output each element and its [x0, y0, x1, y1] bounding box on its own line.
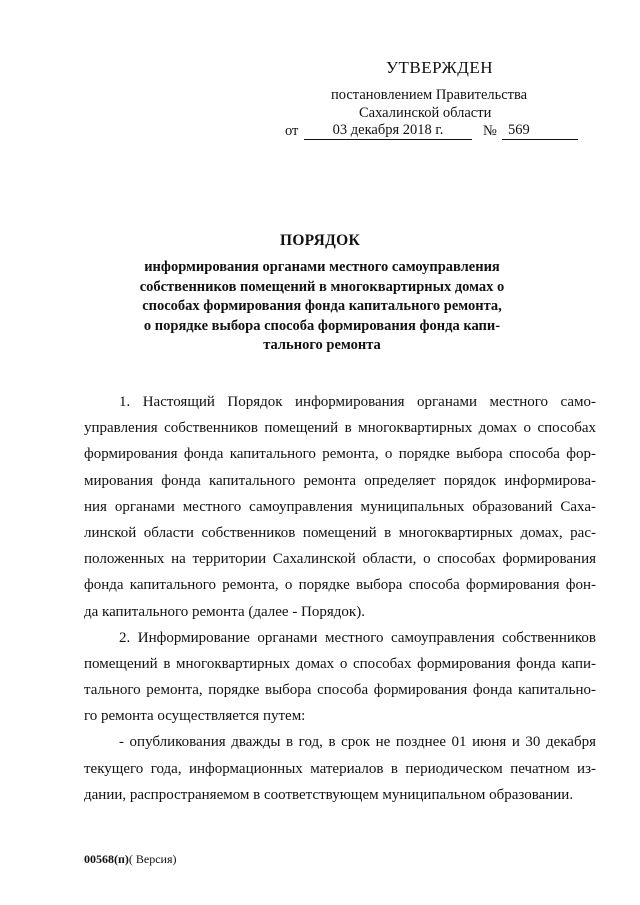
paragraph-1-line: да капитального ремонта (далее - Порядок).: [84, 603, 365, 620]
paragraph-3-line: дании, распространяемом в соответствующем муниципальном образовании.: [84, 786, 574, 803]
paragraph-3-line: текущего года, информационных материалов в периодическом печатном из-: [84, 760, 596, 777]
number-label: №: [483, 123, 497, 139]
date-from-label: от: [285, 123, 299, 139]
paragraph-2-line: помещений в многоквартирных домах о способах формирования фонда капи-: [84, 655, 596, 672]
paragraph-1-line: мирования фонда капитального ремонта определяет порядок информирова-: [84, 472, 596, 489]
document-body: [84, 389, 596, 808]
decree-date: 03 декабря 2018 г.: [332, 122, 444, 138]
subtitle-line: тального ремонта: [263, 337, 381, 353]
document-subtitle: [118, 258, 526, 356]
approval-decree-line: постановлением Правительства: [331, 87, 528, 103]
paragraph-1-line: управления собственников помещений в многоквартирных домах о способах: [84, 420, 596, 437]
paragraph-3-line: - опубликования дважды в год, в срок не позднее 01 июня и 30 декабря: [119, 734, 596, 751]
paragraph-2-line: го ремонта осуществляется путем:: [84, 708, 306, 725]
subtitle-line: информирования органами местного самоуправления: [144, 259, 500, 275]
decree-number-field: [502, 121, 578, 140]
paragraph-2-line: тального ремонта, порядке выбора способа формирования фонда капитально-: [84, 682, 596, 699]
footer-version: ( Версия): [128, 852, 177, 866]
subtitle-line: собственников помещений в многоквартирных домах о: [139, 278, 505, 295]
footer-code: 00568(п): [84, 852, 129, 866]
approval-title: УТВЕРЖДЕН: [386, 58, 493, 77]
decree-number: 569: [508, 122, 530, 138]
subtitle-line: о порядке выбора способа формирования фонда капи-: [143, 317, 501, 334]
approval-region-line: Сахалинской области: [359, 105, 492, 121]
document-footer: [84, 852, 177, 867]
paragraph-1-line: фонда капитального ремонта, о порядке выбора способа формирования фон-: [84, 577, 596, 594]
paragraph-1-line: 1. Настоящий Порядок информирования органами местного само-: [119, 394, 596, 410]
paragraph-1-line: ния органами местного самоуправления муниципальных образований Саха-: [84, 498, 596, 515]
paragraph-1-line: положенных на территории Сахалинской области, о способах формирования: [84, 551, 596, 568]
decree-date-field: [304, 121, 472, 140]
paragraph-1-line: формирования фонда капитального ремонта, о порядке выбора способа фор-: [84, 446, 596, 463]
paragraph-1-line: линской области собственников помещений в многоквартирных домах, рас-: [84, 524, 596, 541]
paragraph-2-line: 2. Информирование органами местного самоуправления собственников: [119, 629, 596, 646]
subtitle-line: способах формирования фонда капитального ремонта,: [142, 298, 502, 314]
document-title: ПОРЯДОК: [279, 232, 361, 249]
